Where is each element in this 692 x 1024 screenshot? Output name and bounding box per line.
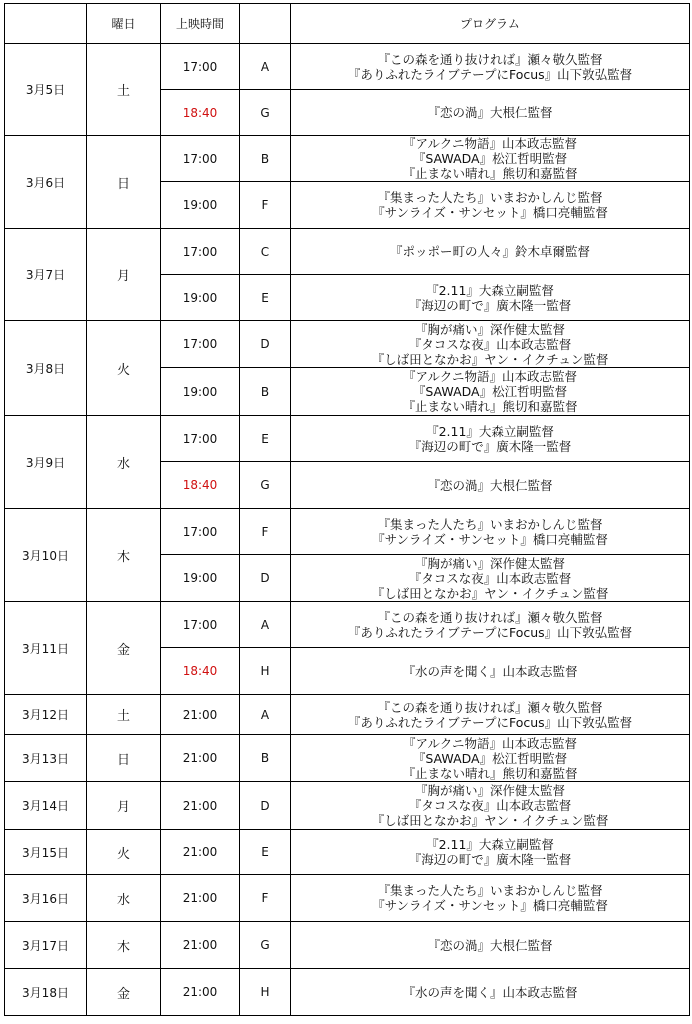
program-code-cell: E [240,830,291,875]
film-title-line: 『ポッポー町の人々』鈴木卓爾監督 [389,244,590,259]
schedule-header [5,4,690,44]
weekday-cell: 金 [87,602,161,695]
time-cell: 17:00 [161,602,240,648]
screening-schedule-table [4,3,690,1016]
date-cell: 3月12日 [5,695,87,735]
weekday-cell: 木 [87,922,161,969]
film-title-line: 『しば田となかお』ヤン・イクチュン監督 [371,813,609,828]
screening-row [5,875,690,922]
header-date [5,4,87,44]
program-cell [291,648,690,695]
schedule-body [5,44,690,1016]
program-cell [291,735,690,782]
date-cell: 3月11日 [5,602,87,695]
film-title-line: 『この森を通り抜ければ』瀬々敬久監督 [377,699,603,715]
program-code-cell: F [240,875,291,922]
program-cell [291,44,690,90]
program-cell [291,695,690,735]
program-cell [291,509,690,555]
time-cell: 17:00 [161,509,240,555]
film-title-line: 『止まない晴れ』熊切和嘉監督 [402,166,578,181]
program-cell [291,416,690,462]
program-code-cell: D [240,321,291,368]
film-title-line: 『集まった人たち』いまおかしんじ監督 [377,516,603,532]
date-cell: 3月10日 [5,509,87,602]
program-cell [291,782,690,830]
film-title-line: 『SAWADA』松江哲明監督 [412,151,568,166]
film-title-line: 『ありふれたライブテープにFocus』山下敦弘監督 [347,66,633,82]
date-cell: 3月17日 [5,922,87,969]
screening-row [5,695,690,735]
weekday-cell: 土 [87,695,161,735]
time-cell: 17:00 [161,229,240,275]
weekday-cell: 月 [87,782,161,830]
screening-row [5,969,690,1016]
time-cell: 18:40 [161,648,240,695]
weekday-cell: 日 [87,735,161,782]
screening-row [5,509,690,555]
program-code-cell: E [240,416,291,462]
film-title-line: 『2.11』大森立嗣監督 [426,837,554,852]
screening-row [5,229,690,275]
date-cell: 3月7日 [5,229,87,321]
film-title-line: 『集まった人たち』いまおかしんじ監督 [377,190,603,205]
program-code-cell: F [240,509,291,555]
film-title-line: 『アルクニ物語』山本政志監督 [402,735,577,751]
date-cell: 3月18日 [5,969,87,1016]
screening-row [5,602,690,648]
weekday-cell: 水 [87,875,161,922]
film-title-line: 『止まない晴れ』熊切和嘉監督 [402,765,578,781]
film-title-line: 『胸が痛い』深作健太監督 [414,783,565,798]
film-title-line: 『恋の渦』大根仁監督 [427,105,553,120]
film-title-line: 『しば田となかお』ヤン・イクチュン監督 [371,585,609,601]
program-cell [291,136,690,182]
film-title-line: 『SAWADA』松江哲明監督 [412,384,568,399]
date-cell: 3月6日 [5,136,87,229]
date-cell: 3月8日 [5,321,87,416]
time-cell: 19:00 [161,555,240,602]
program-cell [291,969,690,1016]
program-cell [291,182,690,229]
program-cell [291,321,690,368]
time-cell: 21:00 [161,875,240,922]
film-title-line: 『この森を通り抜ければ』瀬々敬久監督 [377,609,603,625]
film-title-line: 『海辺の町で』廣木隆一監督 [408,438,572,454]
program-cell [291,368,690,416]
program-code-cell: A [240,44,291,90]
film-title-line: 『この森を通り抜ければ』瀬々敬久監督 [377,51,603,67]
program-code-cell: C [240,229,291,275]
film-title-line: 『胸が痛い』深作健太監督 [414,321,565,337]
film-title-line: 『サンライズ・サンセット』橋口亮輔監督 [372,205,608,220]
date-cell: 3月5日 [5,44,87,136]
time-cell: 19:00 [161,368,240,416]
film-title-line: 『海辺の町で』廣木隆一監督 [408,297,572,313]
screening-row [5,416,690,462]
film-title-line: 『2.11』大森立嗣監督 [426,282,554,298]
weekday-cell: 火 [87,321,161,416]
film-title-line: 『水の声を聞く』山本政志監督 [402,663,578,679]
film-title-line: 『恋の渦』大根仁監督 [427,937,553,953]
time-cell: 21:00 [161,922,240,969]
film-title-line: 『アルクニ物語』山本政志監督 [402,369,577,384]
time-cell: 21:00 [161,969,240,1016]
screening-row [5,44,690,90]
program-cell [291,229,690,275]
film-title-line: 『胸が痛い』深作健太監督 [414,555,565,571]
film-title-line: 『SAWADA』松江哲明監督 [412,750,568,766]
program-code-cell: B [240,136,291,182]
film-title-line: 『ありふれたライブテープにFocus』山下敦弘監督 [347,714,633,730]
screening-row [5,136,690,182]
screening-row [5,782,690,830]
film-title-line: 『恋の渦』大根仁監督 [427,477,553,493]
film-title-line: 『海辺の町で』廣木隆一監督 [408,852,572,867]
date-cell: 3月16日 [5,875,87,922]
time-cell: 18:40 [161,462,240,509]
time-cell: 17:00 [161,136,240,182]
program-code-cell: A [240,602,291,648]
time-cell: 21:00 [161,735,240,782]
weekday-cell: 木 [87,509,161,602]
header-program: プログラム [291,4,690,44]
date-cell: 3月15日 [5,830,87,875]
weekday-cell: 月 [87,229,161,321]
time-cell: 21:00 [161,782,240,830]
program-code-cell: G [240,90,291,136]
program-code-cell: A [240,695,291,735]
film-title-line: 『集まった人たち』いまおかしんじ監督 [377,883,603,898]
date-cell: 3月13日 [5,735,87,782]
screening-row [5,321,690,368]
film-title-line: 『ありふれたライブテープにFocus』山下敦弘監督 [347,624,633,640]
program-code-cell: G [240,462,291,509]
date-cell: 3月14日 [5,782,87,830]
time-cell: 19:00 [161,182,240,229]
time-cell: 17:00 [161,416,240,462]
program-code-cell: D [240,782,291,830]
film-title-line: 『しば田となかお』ヤン・イクチュン監督 [371,351,609,367]
film-title-line: 『サンライズ・サンセット』橋口亮輔監督 [372,531,608,547]
header-code [240,4,291,44]
time-cell: 21:00 [161,695,240,735]
program-cell [291,830,690,875]
film-title-line: 『タコスな夜』山本政志監督 [408,570,572,586]
program-cell [291,875,690,922]
film-title-line: 『タコスな夜』山本政志監督 [408,798,572,813]
film-title-line: 『タコスな夜』山本政志監督 [408,336,572,352]
weekday-cell: 金 [87,969,161,1016]
program-code-cell: D [240,555,291,602]
program-cell [291,555,690,602]
program-cell [291,602,690,648]
program-cell [291,275,690,321]
time-cell: 17:00 [161,321,240,368]
time-cell: 18:40 [161,90,240,136]
date-cell: 3月9日 [5,416,87,509]
weekday-cell: 水 [87,416,161,509]
film-title-line: 『2.11』大森立嗣監督 [426,423,554,439]
film-title-line: 『止まない晴れ』熊切和嘉監督 [402,399,578,414]
program-code-cell: G [240,922,291,969]
time-cell: 19:00 [161,275,240,321]
program-code-cell: B [240,368,291,416]
program-code-cell: H [240,648,291,695]
program-code-cell: E [240,275,291,321]
header-row [5,4,690,44]
weekday-cell: 火 [87,830,161,875]
time-cell: 17:00 [161,44,240,90]
program-code-cell: B [240,735,291,782]
header-time: 上映時間 [161,4,240,44]
film-title-line: 『サンライズ・サンセット』橋口亮輔監督 [372,898,608,913]
program-cell [291,462,690,509]
weekday-cell: 日 [87,136,161,229]
program-cell [291,90,690,136]
film-title-line: 『水の声を聞く』山本政志監督 [402,984,578,1000]
screening-row [5,830,690,875]
program-cell [291,922,690,969]
weekday-cell: 土 [87,44,161,136]
program-code-cell: H [240,969,291,1016]
screening-row [5,922,690,969]
film-title-line: 『アルクニ物語』山本政志監督 [402,136,577,151]
program-code-cell: F [240,182,291,229]
header-day: 曜日 [87,4,161,44]
time-cell: 21:00 [161,830,240,875]
screening-row [5,735,690,782]
